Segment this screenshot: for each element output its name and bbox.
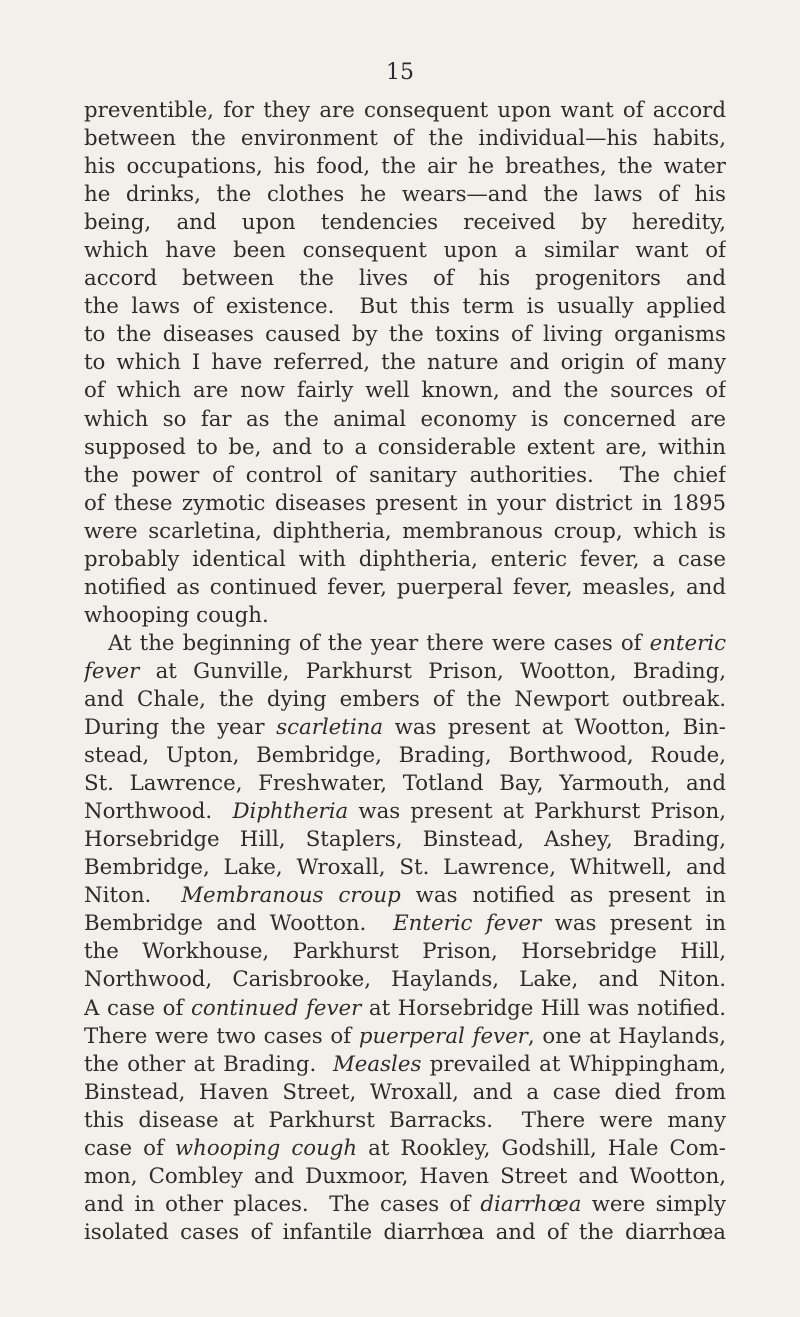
text-line xyxy=(84,826,726,854)
text-line xyxy=(84,1023,726,1051)
text-line xyxy=(84,966,726,994)
text-line xyxy=(84,293,726,321)
text-line xyxy=(84,714,726,742)
text-line xyxy=(84,490,726,518)
text-segment: this disease at Parkhurst Barracks. There were many xyxy=(84,1107,726,1133)
text-segment: of these zymotic diseases present in your district in 1895 xyxy=(84,490,726,516)
text-line xyxy=(84,1163,726,1191)
text-segment: Northwood. xyxy=(84,799,233,825)
text-line xyxy=(84,602,726,630)
text-line xyxy=(84,546,726,574)
text-segment: whooping cough. xyxy=(84,602,269,628)
text-line xyxy=(84,462,726,490)
body-text xyxy=(84,97,726,1247)
text-segment: mon, Combley and Duxmoor, Haven Street and Wootton, xyxy=(84,1163,726,1189)
text-line xyxy=(84,686,726,714)
italic-disease-name: Measles xyxy=(333,1051,422,1077)
italic-disease-name: puerperal fever xyxy=(358,1023,528,1049)
text-segment: notified as continued fever, puerperal fever, measles, and xyxy=(84,574,726,600)
text-line xyxy=(84,209,726,237)
text-segment: which so far as the animal economy is concerned are xyxy=(84,406,726,432)
text-line xyxy=(84,125,726,153)
text-line xyxy=(84,630,726,658)
page-number: 15 xyxy=(386,60,414,85)
text-line xyxy=(84,1051,726,1079)
text-segment: There were two cases of xyxy=(84,1023,359,1049)
text-segment: supposed to be, and to a considerable extent are, within xyxy=(84,434,726,460)
text-line xyxy=(84,349,726,377)
text-segment: and Chale, the dying embers of the Newport outbreak. xyxy=(84,686,726,712)
text-segment: was present at Wootton, Bin- xyxy=(383,715,726,741)
text-segment: Niton. xyxy=(84,883,182,909)
text-line xyxy=(84,938,726,966)
text-line xyxy=(84,153,726,181)
text-segment: at Gunville, Parkhurst Prison, Wootton, Brading, xyxy=(139,658,726,684)
text-line xyxy=(84,658,726,686)
text-segment: was present in xyxy=(541,911,726,937)
text-line xyxy=(84,910,726,938)
text-line xyxy=(84,742,726,770)
text-line xyxy=(84,770,726,798)
text-segment: Bembridge, Lake, Wroxall, St. Lawrence, Whitwell, and xyxy=(84,855,726,881)
text-line xyxy=(84,1107,726,1135)
text-line xyxy=(84,854,726,882)
text-segment: were scarletina, diphtheria, membranous croup, which is xyxy=(84,518,726,544)
text-segment: prevailed at Whippingham, xyxy=(421,1051,726,1077)
text-line xyxy=(84,518,726,546)
text-segment: probably identical with diphtheria, enteric fever, a case xyxy=(84,546,726,572)
text-line xyxy=(84,321,726,349)
text-segment: St. Lawrence, Freshwater, Totland Bay, Yarmouth, and xyxy=(84,771,726,797)
text-line xyxy=(84,377,726,405)
text-segment: A case of xyxy=(84,995,191,1021)
text-line xyxy=(84,574,726,602)
italic-disease-name: Enteric fever xyxy=(393,911,542,937)
text-line xyxy=(84,1135,726,1163)
text-segment: the Workhouse, Parkhurst Prison, Horsebridge Hill, xyxy=(84,939,726,965)
text-segment: preventible, for they are consequent upon want of accord xyxy=(84,98,726,123)
italic-disease-name: Membranous croup xyxy=(181,883,401,909)
text-segment: the power of control of sanitary authorities. The chief xyxy=(84,462,726,488)
text-segment: case of xyxy=(84,1135,175,1161)
text-segment: was notified as present in xyxy=(400,883,726,909)
text-line xyxy=(84,1191,726,1219)
text-segment: stead, Upton, Bembridge, Brading, Borthwood, Roude, xyxy=(84,743,726,769)
text-line xyxy=(84,434,726,462)
text-segment: At the beginning of the year there were cases of xyxy=(108,630,650,656)
text-segment: Horsebridge Hill, Staplers, Binstead, Ashey, Brading, xyxy=(84,827,726,853)
text-segment: which have been consequent upon a similar want of xyxy=(84,238,726,264)
text-line xyxy=(84,798,726,826)
text-segment: of which are now fairly well known, and the sources of xyxy=(84,378,726,404)
text-segment: at Horsebridge Hill was notified. xyxy=(361,995,726,1021)
text-segment: between the environment of the individual—his habits, xyxy=(84,126,726,152)
text-line xyxy=(84,882,726,910)
text-segment: During the year xyxy=(84,715,277,741)
text-line xyxy=(84,406,726,434)
text-segment: his occupations, his food, the air he breathes, the water xyxy=(84,154,726,180)
text-line xyxy=(84,1079,726,1107)
italic-disease-name: scarletina xyxy=(276,715,384,741)
text-segment: Northwood, Carisbrooke, Haylands, Lake, and Niton. xyxy=(84,967,726,993)
italic-disease-name: continued fever xyxy=(190,995,362,1021)
italic-disease-name: whooping cough xyxy=(174,1135,358,1161)
italic-disease-name: fever xyxy=(84,658,140,684)
text-segment: to the diseases caused by the toxins of living organisms xyxy=(84,322,726,348)
text-segment: , one at Haylands, xyxy=(527,1023,726,1049)
text-segment: Binstead, Haven Street, Wroxall, and a case died from xyxy=(84,1079,726,1105)
text-segment: being, and upon tendencies received by heredity, xyxy=(84,210,726,236)
italic-disease-name: diarrhœa xyxy=(480,1191,582,1217)
italic-disease-name: enteric xyxy=(649,630,726,656)
text-segment: to which I have referred, the nature and origin of many xyxy=(84,350,726,376)
text-segment: were simply xyxy=(581,1191,726,1217)
text-line xyxy=(84,237,726,265)
text-segment: the other at Brading. xyxy=(84,1051,333,1077)
text-segment: was present at Parkhurst Prison, xyxy=(348,799,726,825)
text-segment: at Rookley, Godshill, Hale Com- xyxy=(357,1135,726,1161)
text-line xyxy=(84,97,726,125)
text-segment: isolated cases of infantile diarrhœa and of the diarrhœa xyxy=(84,1219,726,1245)
text-segment: Bembridge and Wootton. xyxy=(84,911,394,937)
italic-disease-name: Diphtheria xyxy=(232,799,349,825)
text-line xyxy=(84,1219,726,1247)
text-segment: the laws of existence. But this term is usually applied xyxy=(84,294,726,320)
text-segment: he drinks, the clothes he wears—and the laws of his xyxy=(84,182,726,208)
text-segment: accord between the lives of his progenitors and xyxy=(84,266,726,292)
text-line xyxy=(84,995,726,1023)
text-line xyxy=(84,265,726,293)
text-line xyxy=(84,181,726,209)
text-segment: and in other places. The cases of xyxy=(84,1191,481,1217)
